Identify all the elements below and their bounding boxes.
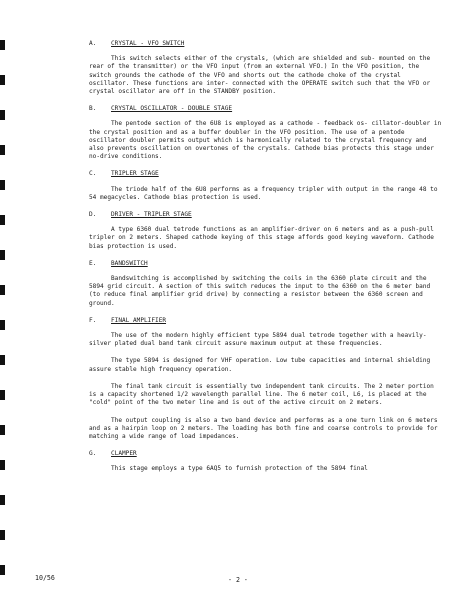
punch-mark bbox=[0, 355, 5, 365]
section-heading bbox=[89, 105, 443, 113]
punch-mark bbox=[0, 425, 5, 435]
footer-date: 10/56 bbox=[35, 574, 55, 582]
section-paragraph: This switch selects either of the crystals, (which are shielded and sub- mounted on the rear of the transmitter) or the VFO input (from an external VFO.) In the VFO position, the switch grounds the cathode of the VFO and shorts out the cathode choke of the crystal oscillator. These functions are inter- connected with the OPERATE switch such that the VFO or crystal oscillator are off in the STANDBY position. bbox=[89, 55, 431, 96]
punch-mark bbox=[0, 75, 5, 85]
section-letter: E. bbox=[89, 259, 97, 267]
section-paragraph: A type 6360 dual tetrode functions as an amplifier-driver on 6 meters and as a push-pull tripler on 2 meters. Shaped cathode keying of this stage affords good keying waveform. Cathode bias protection is used. bbox=[89, 226, 434, 250]
punch-mark bbox=[0, 145, 5, 155]
section-crystal-oscillator bbox=[89, 105, 443, 161]
section-final-amplifier bbox=[89, 317, 443, 441]
section-letter: F. bbox=[89, 316, 97, 324]
punch-mark bbox=[0, 215, 5, 225]
section-driver-tripler bbox=[89, 211, 443, 251]
section-title: TRIPLER STAGE bbox=[111, 170, 159, 178]
punch-mark bbox=[0, 285, 5, 295]
document-body bbox=[89, 40, 443, 483]
page-number: - 2 - bbox=[228, 576, 248, 584]
section-letter: B. bbox=[89, 105, 97, 113]
section-clamper bbox=[89, 450, 443, 473]
section-letter: D. bbox=[89, 211, 97, 219]
section-crystal-vfo-switch bbox=[89, 40, 443, 96]
punch-mark bbox=[0, 530, 5, 540]
section-paragraph: This stage employs a type 6AQ5 to furnish protection of the 5894 final bbox=[111, 465, 368, 473]
section-heading bbox=[89, 450, 443, 458]
section-heading bbox=[89, 317, 443, 325]
section-heading bbox=[89, 211, 443, 219]
section-title: CRYSTAL - VFO SWITCH bbox=[111, 40, 185, 47]
section-paragraph: The final tank circuit is essentially two independent tank circuits. The 2 meter portion is a capacity shortened 1/2 wavelength parallel line. The 6 meter coil, L6, is placed at the "cold" point of the two meter line and is out of the active circuit on 2 meters. bbox=[89, 382, 434, 407]
section-heading bbox=[89, 40, 443, 48]
section-title: DRIVER - TRIPLER STAGE bbox=[111, 211, 192, 219]
section-title: BANDSWITCH bbox=[111, 259, 148, 267]
section-letter: G. bbox=[89, 450, 97, 458]
section-bandswitch bbox=[89, 260, 443, 308]
section-title: CLAMPER bbox=[111, 450, 137, 458]
punch-mark bbox=[0, 390, 5, 400]
section-paragraph: The type 5894 is designed for VHF operation. Low tube capacities and internal shielding assure stable high frequency operation. bbox=[89, 357, 431, 373]
punch-mark bbox=[0, 495, 5, 505]
section-paragraph: The output coupling is also a two band device and performs as a one turn link on 6 meters and as a hairpin loop on 2 meters. The loading has both fine and coarse controls to provide for matching a wide range of load impedances. bbox=[89, 416, 438, 440]
punch-mark bbox=[0, 250, 5, 260]
section-tripler-stage bbox=[89, 170, 443, 202]
section-title: FINAL AMPLIFIER bbox=[111, 316, 167, 324]
punch-mark bbox=[0, 460, 5, 470]
section-paragraph: The triode half of the 6U8 performs as a frequency tripler with output in the range 48 to 54 megacycles. Cathode bias protection is used. bbox=[89, 185, 438, 201]
punch-mark bbox=[0, 565, 5, 575]
section-paragraph: The pentode section of the 6U8 is employed as a cathode - feedback os- cillator-doubler in the crystal position and as a buffer doubler in the VFO position. The use of a pentode oscillator doubler permits output which is harmonically related to the crystal frequency and also prevents oscillation on overtones of the crystals. Cathode bias protects this stage under no-drive conditions. bbox=[89, 120, 442, 161]
section-paragraph: Bandswitching is accomplished by switching the coils in the 6360 plate circuit and the 5894 grid circuit. A section of this switch reduces the input to the 6360 on the 6 meter band (to reduce final amplifier grid drive) by connecting a resistor between the 6360 screen and ground. bbox=[89, 275, 431, 307]
section-title: CRYSTAL OSCILLATOR - DOUBLE STAGE bbox=[111, 105, 233, 113]
punch-mark bbox=[0, 320, 5, 330]
section-heading bbox=[89, 260, 443, 268]
punch-mark bbox=[0, 110, 5, 120]
punch-mark bbox=[0, 180, 5, 190]
punch-mark bbox=[0, 40, 5, 50]
section-letter: A. bbox=[89, 40, 97, 47]
section-letter: C. bbox=[89, 170, 97, 178]
section-paragraph: The use of the modern highly efficient type 5894 dual tetrode together with a heavily-silver plated dual band tank circuit assure maximum output at these frequencies. bbox=[89, 332, 427, 348]
section-heading bbox=[89, 170, 443, 178]
